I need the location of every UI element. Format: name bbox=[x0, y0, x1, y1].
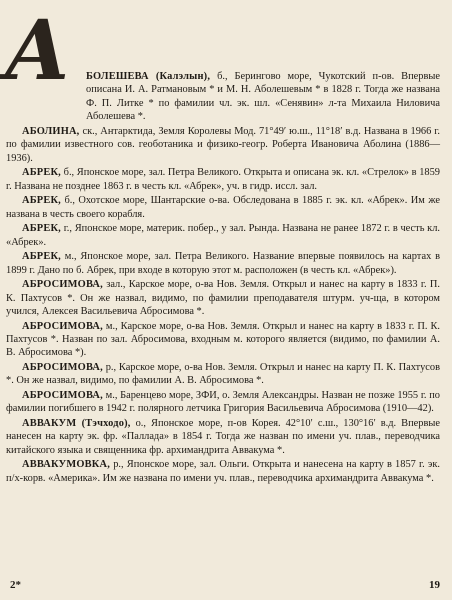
page-number: 19 bbox=[429, 579, 440, 591]
entry-body: ск., Антарктида, Земля Королевы Мод. 71°49′ ю.ш., 11°18′ в.д. Названа в 1966 г. по фамилии известного сов. геоботаника и физико-геогр. Роберта Ивановича Аболина (1886—1936). bbox=[6, 125, 440, 164]
entry-body: б., Японское море, зал. Петра Великого. Открыта и описана эк. кл. «Стрелок» в 1859 г. Названа не позднее 1863 г. в честь кл. «Абрек», уч. в гидр. иссл. зал. bbox=[6, 167, 440, 192]
dictionary-entry bbox=[6, 250, 440, 277]
dictionary-entry bbox=[6, 361, 440, 388]
dictionary-entry bbox=[6, 166, 440, 193]
entry-headword: АВВАКУМ (Тэчходо), bbox=[22, 418, 131, 430]
entry-headword: АБРЕК, bbox=[22, 251, 61, 263]
dictionary-entry bbox=[6, 70, 440, 124]
entry-headword: АБРОСИМОВА, bbox=[22, 362, 103, 374]
entry-body: м., Баренцево море, ЗФИ, о. Земля Александры. Назван не позже 1955 г. по фамилии погибшего в 1942 г. полярного летчика Григория Васильевича Абросимова (1910—42). bbox=[6, 390, 440, 415]
dictionary-entry bbox=[6, 125, 440, 165]
entry-headword: АБРОСИМОВА, bbox=[22, 279, 103, 291]
entry-headword: АБРЕК, bbox=[22, 167, 61, 179]
drop-cap: А bbox=[4, 3, 71, 99]
entry-body: м., Карское море, о-ва Нов. Земля. Открыл и нанес на карту в 1833 г. П. К. Пахтусов *. Назван по зал. Абросимова, входным м. которого является (видимо, по фамилии А. В. Абросимова *). bbox=[6, 320, 440, 359]
signature-mark: 2* bbox=[10, 579, 21, 591]
entry-body: о., Японское море, п-ов Корея. 42°10′ с.ш., 130°16′ в.д. Впервые нанесен на карту эк. фр. «Паллада» в 1854 г. Тогда же назван по имени уч. плав., переводчика китайского языка и священника фр. архимандрита Аввакума *. bbox=[6, 418, 440, 456]
dictionary-entry bbox=[6, 458, 440, 485]
dictionary-entry bbox=[6, 222, 440, 249]
dictionary-entry bbox=[6, 194, 440, 221]
entry-headword: АБРОСИМОВА, bbox=[22, 320, 103, 332]
dictionary-entry bbox=[6, 389, 440, 416]
entry-headword: БОЛЕШЕВА (Калэлын), bbox=[86, 71, 211, 82]
entries-text bbox=[6, 70, 440, 486]
entry-headword: АБОЛИНА, bbox=[22, 125, 80, 137]
entry-body: р., Карское море, о-ва Нов. Земля. Открыл и нанес на карту П. К. Пахтусов *. Он же назвал, видимо, по фамилии А. В. Абросимова *. bbox=[6, 362, 440, 387]
entry-headword: АБРЕК, bbox=[22, 195, 61, 207]
entry-body: б., Берингово море, Чукотский п-ов. Впервые описана И. А. Ратмановым * и М. Н. Аболешевым * в 1828 г. Тогда же названа Ф. П. Литке * по фамилии чл. эк. шл. «Сенявин» л-та Михаила Ниловича Аболешева *. bbox=[86, 71, 440, 123]
entry-body: б., Охотское море, Шантарские о-ва. Обследована в 1885 г. эк. кл. «Абрек». Им же названа в честь своего корабля. bbox=[6, 195, 440, 220]
entry-body: зал., Карское море, о-ва Нов. Земля. Открыл и нанес на карту в 1833 г. П. К. Пахтусов *. Он же назвал, видимо, по фамилии преподавателя штурм. уч-ща, в котором учился, Алексея Васильевича Абросимова *. bbox=[6, 279, 440, 318]
entry-headword: АВВАКУМОВКА, bbox=[22, 459, 111, 471]
dictionary-entry bbox=[6, 320, 440, 360]
dictionary-entry bbox=[6, 278, 440, 318]
entry-headword: АБРЕК, bbox=[22, 223, 61, 235]
entry-body: м., Японское море, зал. Петра Великого. Название впервые появилось на картах в 1899 г. Дано по б. Абрек, при входе в которую этот м. расположен (в честь кл. «Абрек»). bbox=[6, 251, 440, 276]
entry-headword: АБРОСИМОВА, bbox=[22, 390, 103, 402]
dictionary-entry bbox=[6, 417, 440, 457]
entry-body: г., Японское море, материк. побер., у зал. Рында. Названа не ранее 1872 г. в честь кл. «Абрек». bbox=[6, 223, 440, 248]
entry-body: р., Японское море, зал. Ольги. Открыта и нанесена на карту в 1857 г. эк. п/х-корв. «Америка». Им же названа по имени уч. плав., переводчика архимандрита Аввакума *. bbox=[6, 459, 440, 484]
